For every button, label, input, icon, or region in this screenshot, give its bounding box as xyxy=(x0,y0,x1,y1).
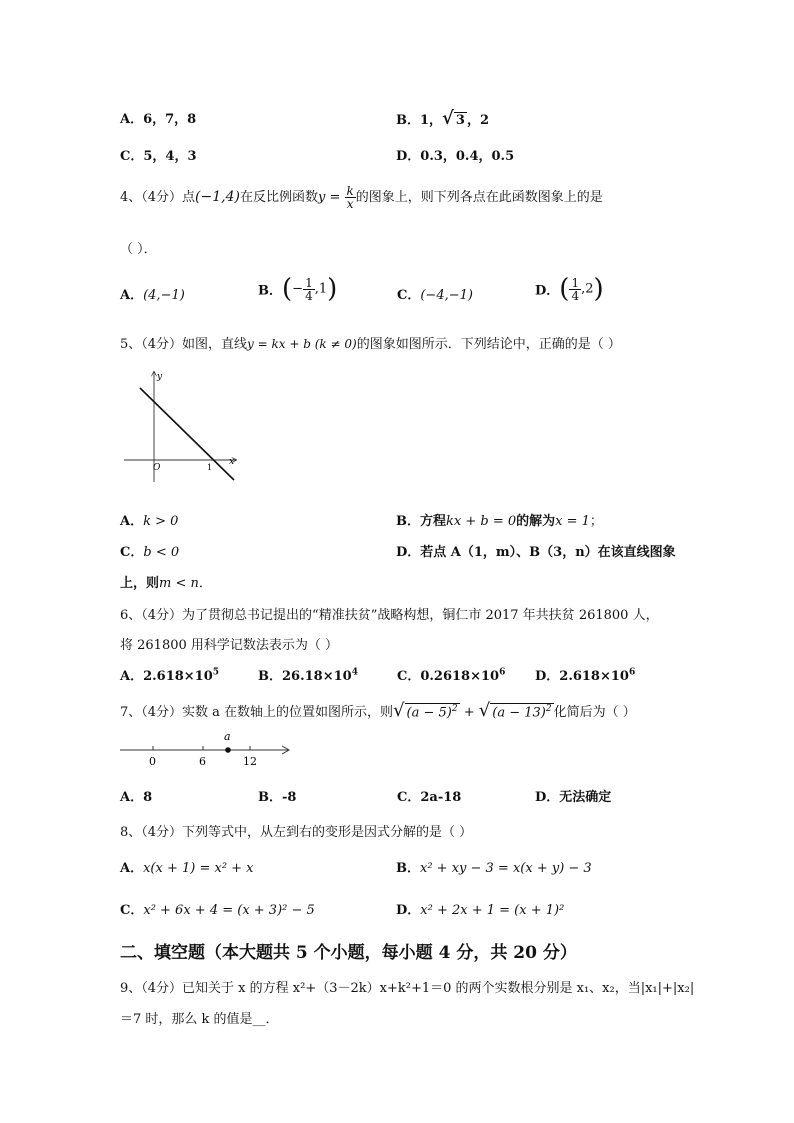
q5-option-d-continued xyxy=(120,572,212,591)
q5-option-b-equation: kx + b = 0 xyxy=(446,514,517,529)
q4-option-a-label: A． xyxy=(120,288,144,303)
q4-option-b-rest: ,1 xyxy=(314,281,328,297)
q4-option-b-label: B． xyxy=(258,283,282,299)
q4-question xyxy=(120,185,603,210)
q4-point: (−1,4) xyxy=(195,189,240,205)
q5-option-c[interactable] xyxy=(120,541,179,560)
q7-radical-1-exp: 2 xyxy=(451,703,458,714)
q4-tail: 的图象上，则下列各点在此函数图象上的是 xyxy=(355,190,603,205)
q5-option-b-value: x = 1 xyxy=(555,514,590,529)
q6-option-b-text: B．26.18×10 xyxy=(258,669,352,684)
q6-option-c[interactable] xyxy=(397,665,505,684)
q7-label-six: 6 xyxy=(199,755,206,768)
q7-option-c[interactable]: C．2a-18 xyxy=(397,790,462,805)
q5-option-c-label: C． xyxy=(120,545,144,560)
q5-option-d-end: ． xyxy=(198,576,212,591)
q6-option-d[interactable] xyxy=(535,665,635,684)
section-title-fill-in: 二、填空题（本大题共 5 个小题，每小题 4 分，共 20 分） xyxy=(120,943,577,963)
q6-option-b[interactable] xyxy=(258,665,358,684)
q6-option-b-exp: 4 xyxy=(351,667,358,678)
q8-option-b[interactable] xyxy=(396,857,592,876)
q5-question xyxy=(120,333,621,352)
q3-option-d[interactable]: D．0.3，0.4，0.5 xyxy=(396,149,515,164)
q7-label-a: a xyxy=(224,730,231,743)
q4-option-b-den: 4 xyxy=(305,288,313,303)
q7-tail: 化简后为（ ） xyxy=(553,705,636,720)
q6-option-a-exp: 5 xyxy=(212,667,220,678)
q8-option-d-label: D． xyxy=(396,903,421,918)
q4-option-a[interactable] xyxy=(120,284,185,303)
q6-option-c-exp: 6 xyxy=(499,667,506,678)
q6-option-a-text: A．2.618×10 xyxy=(120,669,213,684)
q5-number: 5、（4分）如图，直线 xyxy=(120,337,248,352)
q7-radical-2-body: (a − 13) xyxy=(492,705,546,720)
q5-option-d[interactable]: D．若点 A（1，m）、B（3，n）在该直线图象 xyxy=(396,545,676,560)
q7-label-twelve: 12 xyxy=(243,755,257,768)
q9-line1: 9、（4分）已知关于 x 的方程 x²+（3－2k）x+k²+1＝0 的两个实数根分别是 x₁、x₂，当|x₁|+|x₂| xyxy=(120,981,695,996)
q4-option-b[interactable]: B．(− $\frac{1}{4}$ ,1) xyxy=(258,274,338,304)
q4-func-lhs: y = xyxy=(317,190,341,205)
q4-option-d[interactable]: D．( $\frac{1}{4}$ ,2) xyxy=(535,274,604,304)
q7-radical-2 xyxy=(490,703,553,720)
q5-y-label: y xyxy=(157,372,163,382)
q5-option-a-value: k > 0 xyxy=(143,514,179,529)
q4-option-d-num: 1 xyxy=(571,275,580,290)
q4-func-den: x xyxy=(345,197,356,210)
q7-radical-1 xyxy=(405,703,460,720)
q4-option-d-den: 4 xyxy=(571,288,580,303)
q6-option-d-exp: 6 xyxy=(628,667,636,678)
q8-option-b-value: x² + xy − 3 = x(x + y) − 3 xyxy=(420,861,592,876)
q9-line2: ＝7 时，那么 k 的值是__． xyxy=(120,1012,279,1027)
q5-line-graph xyxy=(118,366,248,486)
q5-option-b-label: B．方程 xyxy=(396,514,446,529)
q7-point-a xyxy=(225,747,231,753)
q8-question: 8、（4分）下列等式中，从左到右的变形是因式分解的是（ ） xyxy=(120,825,473,840)
q5-option-c-value: b < 0 xyxy=(143,545,180,560)
q6-line2: 将 261800 用科学记数法表示为（ ） xyxy=(120,638,339,653)
q3-option-a[interactable]: A．6，7，8 xyxy=(120,112,197,127)
q4-option-a-value: (4,−1) xyxy=(143,288,185,303)
q5-option-d-value: m < n xyxy=(159,576,199,591)
q4-option-c-label: C． xyxy=(397,288,421,303)
q7-radical-1-body: (a − 5) xyxy=(406,705,452,720)
q4-option-d-label: D． xyxy=(535,283,560,299)
q4-option-b-sign: − xyxy=(292,281,304,297)
q8-option-c-value: x² + 6x + 4 = (x + 3)² − 5 xyxy=(143,903,315,918)
q8-option-b-label: B． xyxy=(396,861,420,876)
q4-option-b-num: 1 xyxy=(305,275,313,290)
q4-number: 4、（4分）点 xyxy=(120,190,196,205)
q6-option-c-text: C．0.2618×10 xyxy=(397,669,500,684)
q3-option-b[interactable] xyxy=(396,108,489,129)
q4-mid: 在反比例函数 xyxy=(239,190,318,205)
q7-radical-2-exp: 2 xyxy=(545,703,552,714)
q4-option-d-rest: ,2 xyxy=(581,281,594,297)
q3-option-b-prefix: B．1， xyxy=(396,113,443,128)
q8-option-c[interactable] xyxy=(120,899,315,918)
q8-option-a[interactable] xyxy=(120,857,254,876)
q5-origin-label: O xyxy=(153,463,161,473)
q5-option-d-cont: 上，则 xyxy=(120,576,160,591)
q4-option-d-fraction xyxy=(569,277,581,302)
q8-option-a-value: x(x + 1) = x² + x xyxy=(143,861,254,876)
q4-func-fraction xyxy=(345,185,356,210)
q5-option-a-label: A． xyxy=(120,514,144,529)
q3-sqrt: √ 3 xyxy=(442,108,465,129)
q7-label-zero: 0 xyxy=(149,755,156,768)
q5-option-b-mid: 的解为 xyxy=(516,514,556,529)
q7-option-d[interactable]: D．无法确定 xyxy=(535,790,612,805)
q6-option-a[interactable] xyxy=(120,665,219,684)
q5-x-label: x xyxy=(229,457,235,467)
q4-option-c[interactable] xyxy=(397,284,473,303)
q5-tail: 的图象如图所示．下列结论中，正确的是（ ） xyxy=(356,337,621,352)
q7-number-line xyxy=(118,728,298,770)
q8-option-d-value: x² + 2x + 1 = (x + 1)² xyxy=(420,903,565,918)
q5-option-a[interactable] xyxy=(120,510,178,529)
q6-option-d-text: D．2.618×10 xyxy=(535,669,629,684)
q7-option-b[interactable]: B．-8 xyxy=(258,790,297,805)
q4-option-c-value: (−4,−1) xyxy=(420,288,473,303)
q5-option-b-end: ； xyxy=(589,514,603,529)
q3-option-b-suffix: ，2 xyxy=(466,113,489,128)
q7-option-a[interactable]: A．8 xyxy=(120,790,153,805)
q4-option-b-fraction xyxy=(303,277,315,302)
q8-option-d[interactable] xyxy=(396,899,564,918)
q5-option-b[interactable] xyxy=(396,510,603,529)
q5-tick-one: 1 xyxy=(207,463,213,472)
q3-option-c[interactable]: C．5，4，3 xyxy=(120,149,197,164)
q5-equation: y = kx + b (k ≠ 0) xyxy=(247,337,357,351)
q8-option-c-label: C． xyxy=(120,903,144,918)
q8-option-a-label: A． xyxy=(120,861,144,876)
q7-question: 7、（4分）实数 a 在数轴上的位置如图所示，则√ $(a - 5)^2$ + √ $(a - 13)^2$ 化简后为（ ） xyxy=(120,700,636,721)
q3-sqrt-value: 3 xyxy=(455,113,465,128)
q7-number: 7、（4分）实数 a 在数轴上的位置如图所示，则 xyxy=(120,705,394,720)
q4-func-num: k xyxy=(346,184,354,198)
q6-line1: 6、（4分）为了贯彻总书记提出的“精准扶贫”战略构想，铜仁市 2017 年共扶贫 261800 人， xyxy=(120,608,659,623)
q4-paren: （ ）． xyxy=(120,242,157,257)
